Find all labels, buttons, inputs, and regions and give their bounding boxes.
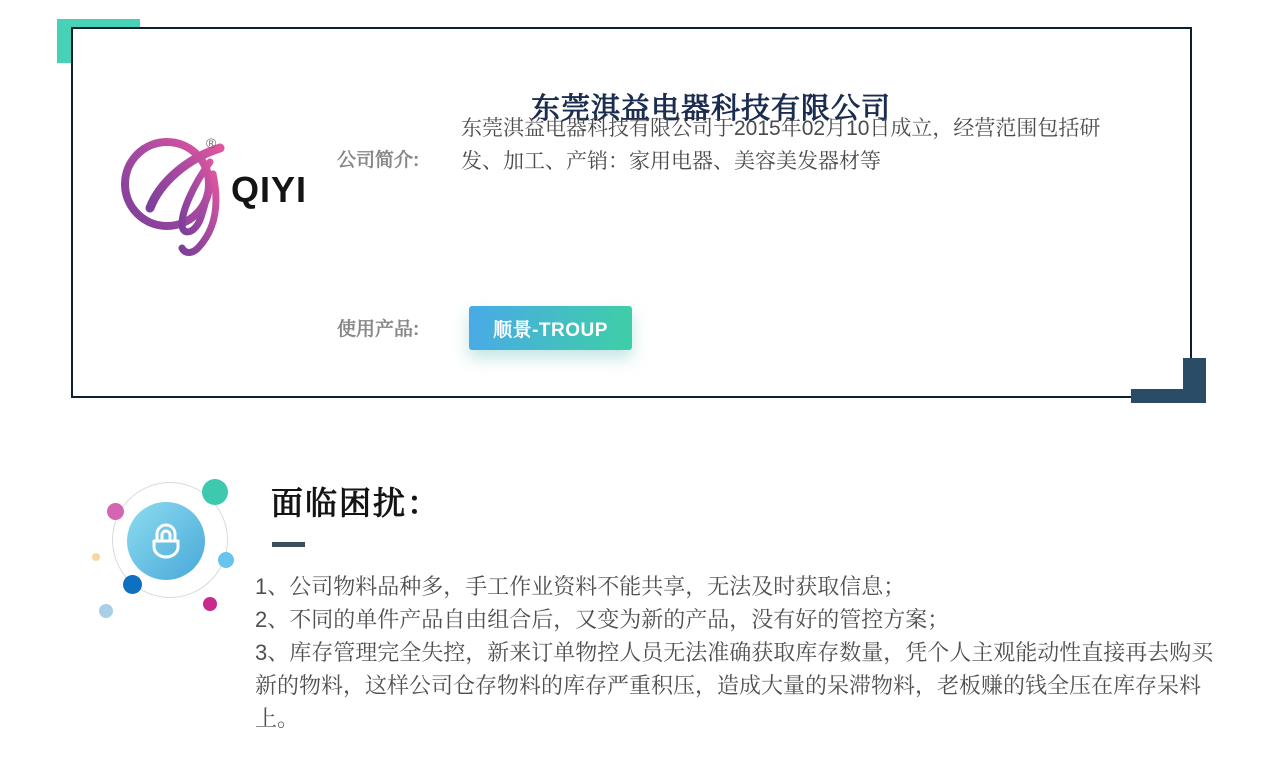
product-label: 使用产品: — [337, 319, 420, 340]
navy-corner-decoration — [1183, 358, 1206, 403]
lock-icon — [142, 517, 190, 565]
decor-dot — [123, 575, 142, 594]
trouble-list — [255, 570, 1222, 735]
lock-badge — [127, 502, 205, 580]
heading-underline — [272, 542, 305, 547]
decor-dot — [202, 479, 228, 505]
decor-dot — [92, 553, 100, 561]
company-title: 东莞淇益电器科技有限公司 — [531, 93, 892, 125]
intro-text: 东莞淇益电器科技有限公司于2015年02月10日成立，经营范围包括研发、加工、产销：家用电器、美容美发器材等 — [461, 117, 1101, 173]
trouble-item: 3、库存管理完全失控，新来订单物控人员无法准确获取库存数量，凭个人主观能动性直接再去购买新的物料，这样公司仓存物料的库存严重积压，造成大量的呆滞物料，老板赚的钱全压在库存呆料上。 — [255, 640, 1214, 731]
decor-dot — [99, 604, 113, 618]
decor-dot — [218, 552, 234, 568]
company-logo — [120, 130, 310, 258]
trouble-item: 1、公司物料品种多，手工作业资料不能共享，无法及时获取信息； — [255, 574, 906, 599]
trouble-item: 2、不同的单件产品自由组合后，又变为新的产品，没有好的管控方案； — [255, 607, 950, 632]
logo-brand-text: QIYI — [231, 169, 308, 210]
decor-dot — [107, 503, 124, 520]
decor-dot — [203, 597, 217, 611]
qiyi-logo-icon — [120, 130, 310, 258]
troubles-heading: 面临困扰： — [271, 485, 442, 521]
registered-mark: ® — [206, 135, 217, 151]
product-button[interactable]: 顺景-TROUP — [469, 306, 632, 350]
intro-label: 公司简介: — [337, 150, 420, 171]
